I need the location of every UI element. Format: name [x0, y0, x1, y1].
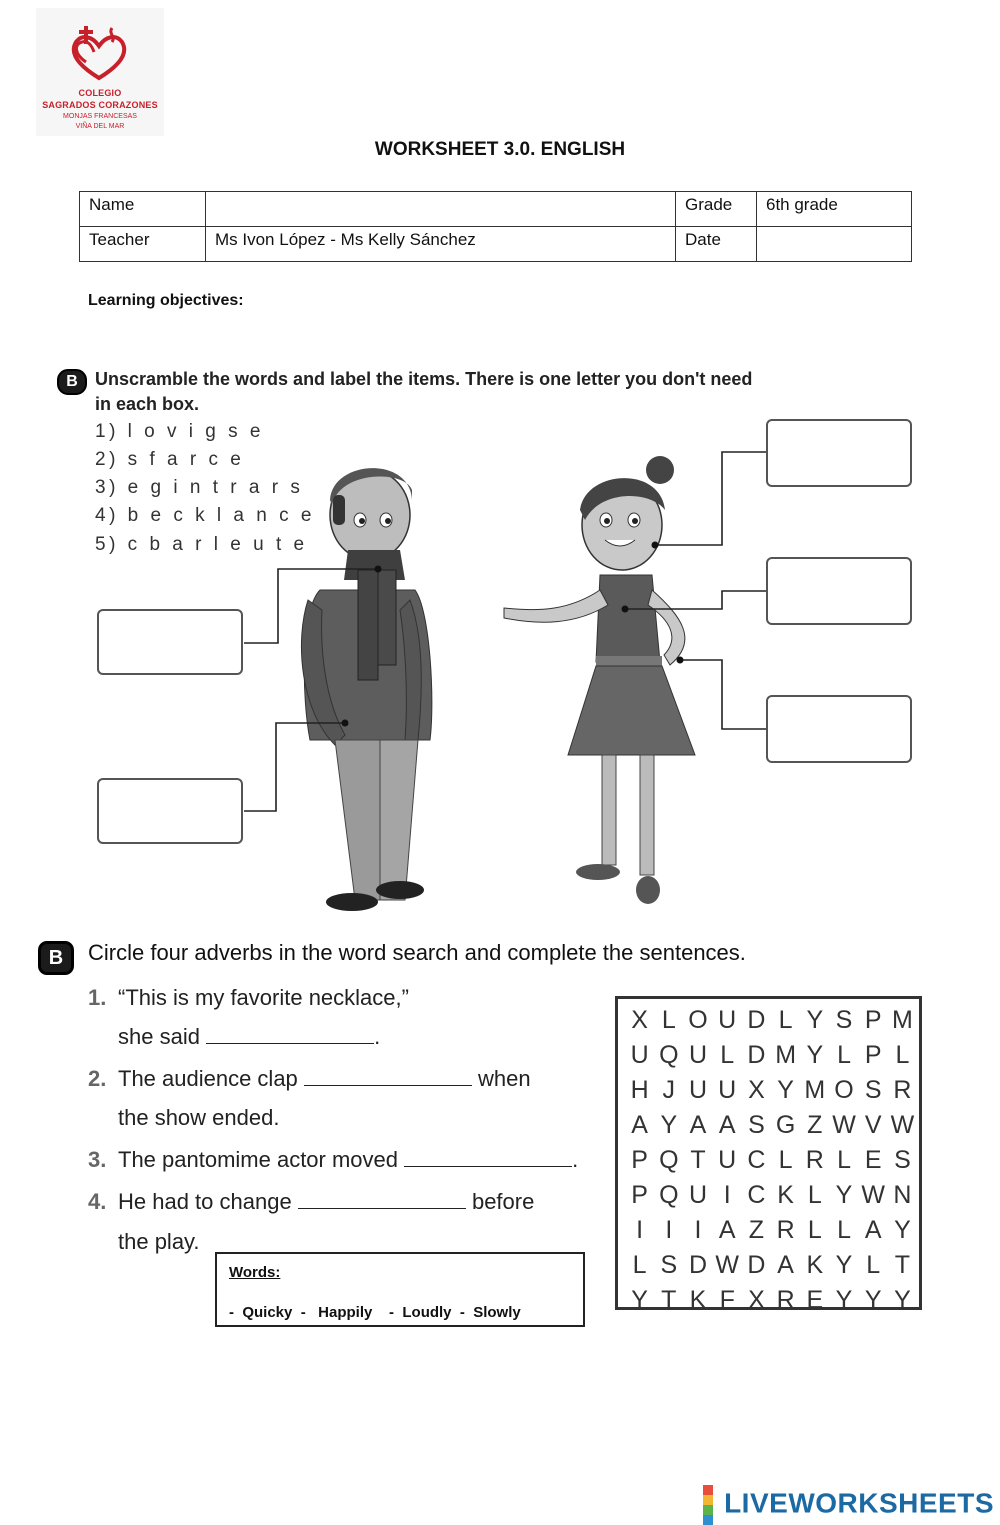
sentence-3-text: The pantomime actor moved [118, 1147, 399, 1172]
word-search-cell[interactable]: O [834, 1076, 854, 1104]
exercise1-instruction-line2: in each box. [95, 394, 200, 414]
word-search-cell[interactable]: S [748, 1111, 765, 1139]
scrambled-word-4: 4) b e c k l a n c e [95, 505, 315, 526]
sentence-1-cont [118, 1024, 380, 1050]
sentence-4-text-b: before [471, 1189, 535, 1214]
grade-label: Grade [676, 192, 757, 227]
words-box [215, 1252, 585, 1327]
word-search-cell[interactable]: Q [659, 1181, 679, 1209]
sentence-1-text: “This is my favorite necklace,” [118, 985, 409, 1010]
sentence-4-cont: the play. [118, 1229, 200, 1254]
word-search-cell[interactable]: D [747, 1041, 766, 1069]
word-search-cell[interactable]: A [718, 1216, 736, 1244]
word-search-cell[interactable]: E [864, 1146, 882, 1174]
scrambled-word-5: 5) c b a r l e u t e [95, 534, 308, 555]
word-search-cell[interactable]: R [776, 1216, 795, 1244]
word-search-cell[interactable]: I [694, 1216, 702, 1244]
exercise-badge: B [57, 369, 87, 395]
word-search-row [625, 1003, 917, 1038]
word-search-cell[interactable]: P [631, 1146, 648, 1174]
sentence-2-text-b: when [478, 1066, 531, 1091]
word-search-cell[interactable]: X [631, 1006, 648, 1034]
word-search-cell[interactable]: M [775, 1041, 797, 1069]
school-name-line1: COLEGIO [78, 88, 122, 98]
words-title: Words: [229, 1264, 281, 1281]
word-search-cell[interactable]: A [864, 1216, 882, 1244]
word-search-cell[interactable]: L [837, 1216, 851, 1244]
word-search-row [625, 1143, 917, 1178]
word-search-cell[interactable]: X [748, 1076, 765, 1104]
word-search-cell[interactable]: K [806, 1251, 824, 1279]
teacher-label: Teacher [80, 227, 206, 262]
word-search-cell[interactable]: Y [806, 1006, 824, 1034]
word-search-row [625, 1038, 917, 1073]
words-list: - Quicky - Happily - Loudly - Slowly [229, 1304, 521, 1321]
sentence-3-blank[interactable] [404, 1148, 572, 1167]
sentence-2-number: 2. [88, 1066, 107, 1091]
word-search-cell[interactable]: X [748, 1286, 765, 1314]
word-search-cell[interactable]: M [892, 1006, 913, 1034]
connector-earrings [655, 452, 766, 545]
exercise-badge: B [38, 941, 74, 975]
liveworksheets-logo-icon [702, 1485, 724, 1525]
word-search-cell[interactable]: S [660, 1251, 678, 1279]
word-search-cell[interactable]: Y [894, 1286, 911, 1314]
word-search-cell[interactable]: P [631, 1181, 648, 1209]
learning-objectives-label: Learning objectives: [88, 292, 244, 309]
grade-value: 6th grade [757, 192, 912, 227]
word-search-cell[interactable]: M [804, 1076, 826, 1104]
sentence-4 [88, 1189, 534, 1215]
word-search-cell[interactable]: W [861, 1181, 886, 1209]
exercise2-instruction: Circle four adverbs in the word search and complete the sentences. [88, 940, 746, 965]
word-search-cell[interactable]: U [630, 1041, 649, 1069]
school-name-line2: SAGRADOS CORAZONES [42, 100, 158, 110]
sentence-4-blank[interactable] [298, 1190, 466, 1209]
word-search-cell[interactable]: W [890, 1111, 915, 1139]
word-search-cell[interactable]: T [661, 1286, 677, 1314]
word-search-cell[interactable]: A [689, 1111, 707, 1139]
word-search-cell[interactable]: L [632, 1251, 647, 1279]
word-search-cell[interactable]: L [807, 1216, 822, 1244]
sentence-3-end: . [572, 1147, 579, 1172]
word-search-cell[interactable]: Z [807, 1111, 823, 1139]
word-search-cell[interactable]: G [775, 1111, 796, 1139]
word-search-cell[interactable]: Y [894, 1216, 911, 1244]
word-search-cell[interactable]: W [715, 1251, 740, 1279]
connector-necklace [625, 591, 766, 609]
word-search-cell[interactable]: A [631, 1111, 648, 1139]
word-search-cell[interactable]: Y [835, 1251, 853, 1279]
word-search-cell[interactable]: Y [864, 1286, 882, 1314]
sentence-3-number: 3. [88, 1147, 107, 1172]
word-search-cell[interactable]: N [893, 1181, 912, 1209]
label-box-gloves[interactable] [97, 778, 243, 844]
word-search-cell[interactable]: T [894, 1251, 911, 1279]
word-search-cell[interactable]: L [661, 1006, 676, 1034]
word-search-cell[interactable]: Q [659, 1041, 679, 1069]
word-search-cell[interactable]: U [688, 1181, 708, 1209]
connector-gloves [244, 723, 345, 811]
word-search-cell[interactable]: P [864, 1006, 882, 1034]
label-box-earrings[interactable] [766, 419, 912, 487]
sentence-2 [88, 1066, 531, 1092]
school-name-line4: VIÑA DEL MAR [75, 123, 125, 130]
sentence-4-text: He had to change [118, 1189, 292, 1214]
word-search-cell[interactable]: Z [748, 1216, 765, 1244]
word-search-cell[interactable]: I [665, 1216, 673, 1244]
sentence-2-cont: the show ended. [118, 1105, 280, 1130]
sentence-2-blank[interactable] [304, 1067, 472, 1086]
sentence-4-number: 4. [88, 1189, 107, 1214]
word-search-cell[interactable]: D [688, 1251, 708, 1279]
word-search-cell[interactable]: U [718, 1076, 737, 1104]
word-search-cell[interactable]: I [636, 1216, 644, 1244]
exercise1-instruction-line1: Unscramble the words and label the items. There is one letter you don't need [95, 369, 753, 389]
word-search-cell[interactable]: L [720, 1041, 735, 1069]
footer-brand [702, 1485, 994, 1525]
word-search-cell[interactable]: L [895, 1041, 910, 1069]
name-label: Name [80, 192, 206, 227]
word-search-grid[interactable] [615, 996, 922, 1314]
point-necklace [622, 606, 629, 613]
word-search-cell[interactable]: P [864, 1041, 882, 1069]
connector-bracelet [680, 660, 766, 729]
sentence-1-end: . [374, 1024, 381, 1049]
word-search-cell[interactable]: R [776, 1286, 795, 1314]
label-box-scarf[interactable] [97, 609, 243, 675]
word-search-cell[interactable]: A [777, 1251, 794, 1279]
word-search-cell[interactable]: R [805, 1146, 824, 1174]
word-search-cell[interactable]: Y [777, 1076, 794, 1104]
scrambled-word-2: 2) s f a r c e [95, 449, 245, 470]
point-earrings [652, 542, 659, 549]
word-search-cell[interactable]: K [777, 1181, 794, 1209]
word-search-cell[interactable]: E [806, 1286, 824, 1314]
word-search-cell[interactable]: U [718, 1146, 737, 1174]
word-search-cell[interactable]: L [778, 1006, 793, 1034]
sentence-1 [88, 985, 409, 1011]
word-search-cell[interactable]: Y [631, 1286, 648, 1314]
scrambled-word-3: 3) e g i n t r a r s [95, 477, 304, 498]
word-search-cell[interactable]: L [778, 1146, 793, 1174]
word-search-cell[interactable]: J [662, 1076, 676, 1104]
point-gloves [342, 720, 349, 727]
date-label: Date [676, 227, 757, 262]
word-search-cell[interactable]: D [747, 1251, 766, 1279]
word-search-cell[interactable]: L [807, 1181, 822, 1209]
word-search-cell[interactable]: Y [835, 1181, 853, 1209]
word-search-cell[interactable]: D [747, 1006, 766, 1034]
word-search-cell[interactable]: S [835, 1006, 853, 1034]
footer-brand-text: LIVEWORKSHEETS [724, 1487, 994, 1519]
word-search-row [625, 1108, 917, 1143]
word-search-cell[interactable]: L [837, 1041, 851, 1069]
word-search-row [625, 1073, 917, 1108]
word-search-cell[interactable]: A [718, 1111, 736, 1139]
word-search-cell[interactable]: S [894, 1146, 911, 1174]
point-scarf [375, 566, 382, 573]
word-search-row [625, 1248, 917, 1283]
word-search-cell[interactable]: K [689, 1286, 707, 1314]
word-search-cell[interactable]: F [719, 1286, 735, 1314]
word-search-cell[interactable]: W [832, 1111, 856, 1139]
word-search-cell[interactable]: V [864, 1111, 882, 1139]
word-search-cell[interactable]: Q [659, 1146, 679, 1174]
worksheet-title: WORKSHEET 3.0. ENGLISH [374, 139, 626, 160]
connector-scarf [244, 569, 378, 643]
teacher-value: Ms Ivon López - Ms Kelly Sánchez [206, 227, 676, 262]
word-search-cell[interactable]: S [864, 1076, 882, 1104]
word-search-cell[interactable]: U [688, 1041, 708, 1069]
word-search-cell[interactable]: C [747, 1146, 766, 1174]
scrambled-word-1: 1) l o v i g s e [95, 421, 264, 442]
word-search-cell[interactable]: Y [806, 1041, 824, 1069]
word-search-row [625, 1283, 917, 1318]
word-search-cell[interactable]: C [747, 1181, 766, 1209]
word-search-cell[interactable]: T [690, 1146, 706, 1174]
word-search-cell[interactable]: L [837, 1146, 851, 1174]
point-bracelet [677, 657, 684, 664]
word-search-cell[interactable]: L [866, 1251, 881, 1279]
label-box-bracelet[interactable] [766, 695, 912, 763]
word-search-row [625, 1178, 917, 1213]
sentence-1-blank[interactable] [206, 1025, 374, 1044]
word-search-row [625, 1213, 917, 1248]
word-search-cell[interactable]: U [718, 1006, 737, 1034]
word-search-cell[interactable]: U [688, 1076, 708, 1104]
sentence-3 [88, 1147, 578, 1173]
word-search-cell[interactable]: Y [835, 1286, 853, 1314]
word-search-cell[interactable]: O [688, 1006, 708, 1034]
label-box-necklace[interactable] [766, 557, 912, 625]
word-search-cell[interactable]: R [893, 1076, 912, 1104]
sentence-1-number: 1. [88, 985, 107, 1010]
word-search-cell[interactable]: I [723, 1181, 731, 1209]
word-search-cell[interactable]: H [630, 1076, 649, 1104]
school-name-line3: MONJAS FRANCESAS [63, 113, 137, 120]
word-search-cell[interactable]: Y [660, 1111, 678, 1139]
sentence-2-text: The audience clap [118, 1066, 298, 1091]
sentence-1-text-b: she said [118, 1024, 200, 1049]
